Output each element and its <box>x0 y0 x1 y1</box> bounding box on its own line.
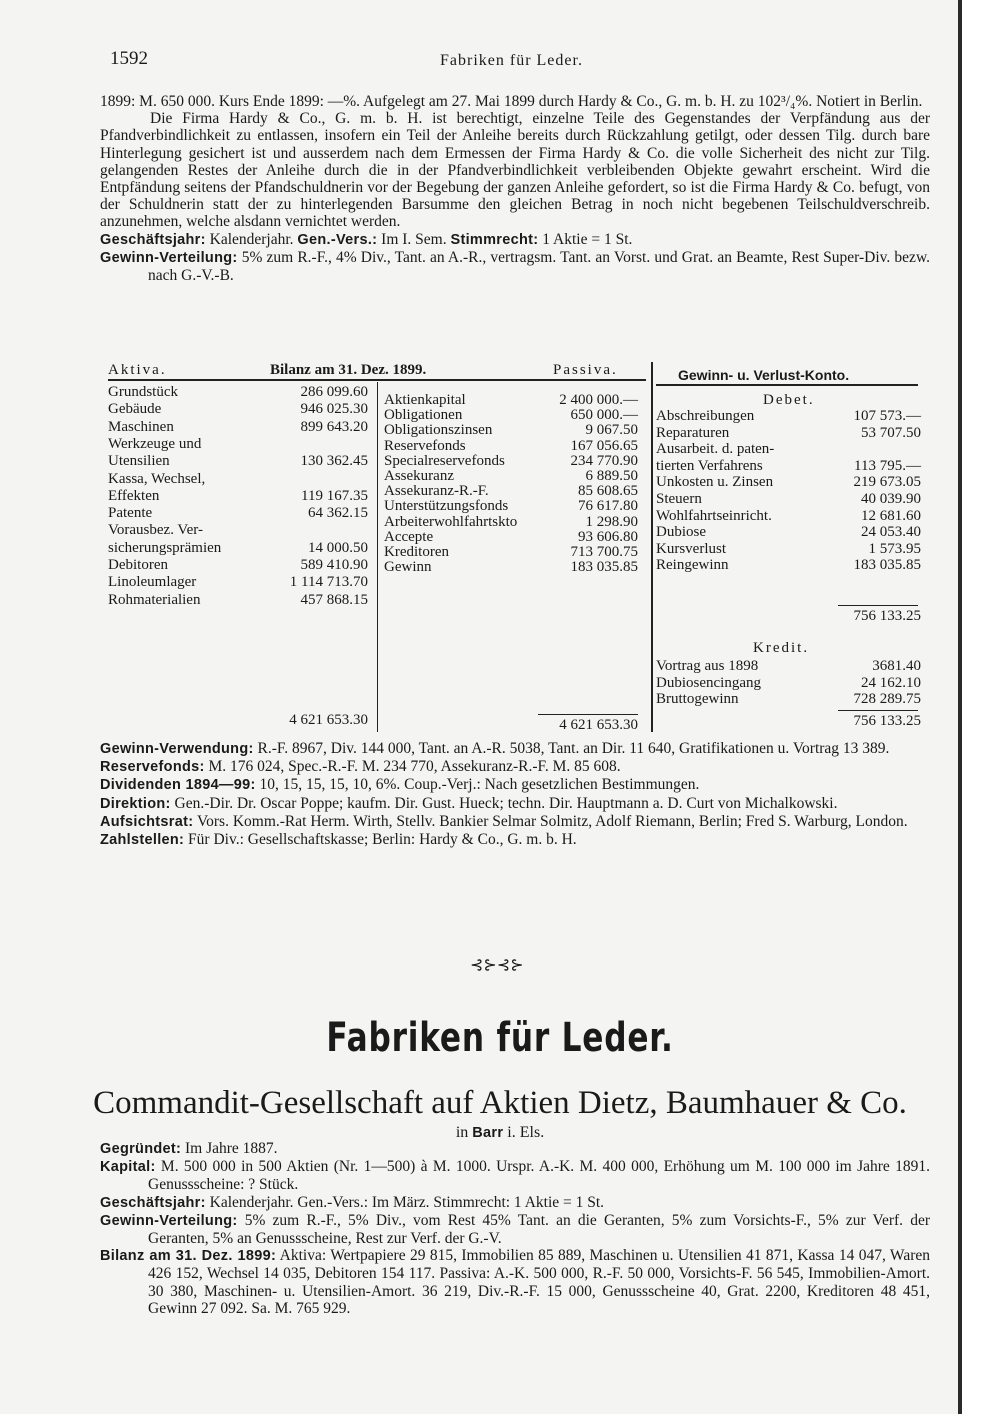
entry-label: Dividenden 1894—99: <box>100 777 256 794</box>
debet-value: 183 035.85 <box>853 557 921 574</box>
entry-text: 10, 15, 15, 15, 10, 6%. Coup.-Verj.: Nach gesetzlichen Bestimmungen. <box>259 776 700 794</box>
debet-value: 107 573.— <box>853 408 921 424</box>
running-head: Fabriken für Leder. <box>440 52 583 69</box>
aktiva-label: Rohmaterialien <box>108 591 201 608</box>
aktiva-value: 14 000.50 <box>308 539 368 556</box>
debet-heading: Debet. <box>763 392 815 408</box>
entry <box>100 758 930 776</box>
entry <box>100 831 930 849</box>
debet-label: Kursverlust <box>656 540 726 557</box>
passiva-value: 2 400 000.— <box>559 392 638 408</box>
column-divider <box>651 362 653 732</box>
page-edge <box>958 0 1000 1414</box>
intro-gw <box>100 249 930 284</box>
passiva-heading: Passiva. <box>553 362 618 378</box>
passiva-value: 713 700.75 <box>570 544 638 560</box>
firm-details <box>100 1140 930 1317</box>
page-number: 1592 <box>110 48 148 69</box>
rule <box>108 379 646 381</box>
aktiva-label: Debitoren <box>108 557 168 573</box>
aktiva-value: 130 362.45 <box>300 453 368 470</box>
kredit-label: Dubiosencingang <box>656 674 761 691</box>
balance-ledger <box>108 362 928 732</box>
city: Barr <box>472 1125 504 1141</box>
ornament-separator: ⊰⊱⊰⊱ <box>470 957 524 974</box>
aktiva-value: 946 025.30 <box>300 401 368 418</box>
kredit-label: Bruttogewinn <box>656 691 739 708</box>
text: 5% zum R.-F., 4% Div., Tant. an A.-R., vertragsm. Tant. an Vorst. und Grat. an Beamte, Rest Super-Div. bezw. nach G.-V.-B. <box>148 248 931 285</box>
entry-label: Geschäftsjahr: <box>100 1194 206 1211</box>
entry <box>100 1212 930 1247</box>
entry-text: M. 500 000 in 500 Aktien (Nr. 1—500) à M. 1000. Urspr. A.-K. M. 400 000, Erhöhung um M. 100 000 im Jahre 1891. Genussscheine: ? Stück. <box>148 1158 931 1194</box>
passiva-label: Arbeiterwohlfahrtskto <box>384 513 518 530</box>
passiva-value: 85 608.65 <box>578 483 638 500</box>
debet-value: 40 039.90 <box>861 491 921 507</box>
passiva-label: Kreditoren <box>384 544 449 560</box>
aktiva-total: 4 621 653.30 <box>289 712 368 728</box>
passiva-value: 76 617.80 <box>578 498 638 515</box>
text: 1 Aktie = 1 St. <box>542 230 633 248</box>
aktiva-label: Gebäude <box>108 401 162 418</box>
debet-label: Abschreibungen <box>656 408 755 424</box>
intro-line: 1899: M. 650 000. Kurs Ende 1899: —%. Aufgelegt am 27. Mai 1899 durch Hardy & Co., G. m. b. H. zu 102³/₄%. Notiert in Berlin. <box>100 93 923 110</box>
passiva-value: 93 606.80 <box>578 528 638 545</box>
passiva-value: 6 889.50 <box>585 468 638 484</box>
entry-text: 5% zum R.-F., 5% Div., vom Rest 45% Tant. an die Geranten, 5% zum Vorsichts-F., 5% zur Verf. der Geranten, 5% an Genussscheine, Rest zur Verf. der G.-V. <box>148 1211 931 1248</box>
aktiva-label: Werkzeuge und <box>108 435 202 452</box>
entry <box>100 1158 930 1193</box>
passiva-label: Gewinn <box>384 559 432 576</box>
entry-label: Gewinn-Verteilung: <box>100 1212 238 1229</box>
kredit-value: 3681.40 <box>872 658 921 674</box>
debet-label: Unkosten u. Zinsen <box>656 474 774 491</box>
debet-value: 53 707.50 <box>861 424 921 441</box>
passiva-label: Specialreservefonds <box>384 452 505 469</box>
entry <box>100 795 930 813</box>
passiva-value: 650 000.— <box>570 407 638 424</box>
intro-block <box>100 93 930 284</box>
label: Gewinn-Verteilung: <box>100 249 238 266</box>
entry <box>100 776 930 794</box>
debet-value: 1 573.95 <box>868 540 921 557</box>
aktiva-value: 64 362.15 <box>308 505 368 522</box>
debet-label: Reparaturen <box>656 424 730 441</box>
passiva-value: 167 056.65 <box>570 437 638 454</box>
aktiva-label: Vorausbez. Ver- <box>108 522 203 539</box>
kredit-heading: Kredit. <box>753 640 810 656</box>
debet-label: Ausarbeit. d. paten- <box>656 441 775 458</box>
entry-text: Kalenderjahr. Gen.-Vers.: Im März. Stimmrecht: 1 Aktie = 1 St. <box>209 1193 605 1211</box>
intro-paragraph: Die Firma Hardy & Co., G. m. b. H. ist berechtigt, einzelne Teile des Gegenstandes der Verpfändung aus der Pfandverbindlichkeit zu entlassen, insofern ein Teil der Anleihe bereits durch Rückzahlung getilgt, oder dessen Tilg. durch bare Hinterlegung gesichert ist und ausserdem nach dem Ermessen der Firma Hardy & Co. die volle Sicherheit des nicht zur Tilg. gelangenden Restes der Anleihe durch die in der Pfandverbindlichkeit verbleibenden Objekte gewahrt erscheint. Wird die Entpfändung seitens der Pfandschuldnerin vor der Begebung der ganzen Anleihe gefordert, so ist die Firma Hardy & Co. befugt, von der Schuldnerin statt der zu hinterlegenden Barsumme den gleichen Betrag in noch nicht begebenen Teilschuldverschreib. anzunehmen, welche alsdann vernichtet werden. <box>100 110 930 231</box>
passiva-label: Accepte <box>384 528 434 545</box>
label: Gen.-Vers.: <box>297 231 378 248</box>
entry <box>100 1140 930 1158</box>
aktiva-value: 899 643.20 <box>300 418 368 435</box>
passiva-value: 1 298.90 <box>585 513 638 530</box>
entry-text: Für Div.: Gesellschaftskasse; Berlin: Hardy & Co., G. m. b. H. <box>188 831 577 849</box>
passiva-label: Obligationen <box>384 407 463 424</box>
passiva-label: Aktienkapital <box>384 392 466 408</box>
after-block <box>100 740 930 849</box>
passiva-label: Obligationszinsen <box>384 422 493 439</box>
debet-total: 756 133.25 <box>853 608 921 624</box>
kredit-value: 24 162.10 <box>861 674 921 691</box>
entry-text: R.-F. 8967, Div. 144 000, Tant. an A.-R. 5038, Tant. an Dir. 11 640, Gratifikationen u. Vortrag 13 389. <box>257 740 890 757</box>
entry-label: Gewinn-Verwendung: <box>100 741 254 757</box>
aktiva-value: 286 099.60 <box>300 384 368 400</box>
passiva-total: 4 621 653.30 <box>559 717 638 733</box>
passiva-value: 9 067.50 <box>585 422 638 439</box>
passiva-value: 183 035.85 <box>570 559 638 576</box>
debet-label: Wohlfahrtseinricht. <box>656 507 772 524</box>
aktiva-value: 119 167.35 <box>301 487 368 504</box>
aktiva-label: Grundstück <box>108 384 178 400</box>
entry <box>100 1194 930 1212</box>
debet-label: tierten Verfahrens <box>656 457 763 474</box>
rule <box>838 710 918 711</box>
entry <box>100 1247 930 1317</box>
kredit-value: 728 289.75 <box>853 691 921 708</box>
aktiva-value: 457 868.15 <box>300 591 368 608</box>
debet-value: 12 681.60 <box>861 507 921 524</box>
passiva-label: Reservefonds <box>384 437 466 454</box>
entry-text: Vors. Komm.-Rat Herm. Wirth, Stellv. Bankier Selmar Solmitz, Adolf Riemann, Berlin; Fred S. Warburg, London. <box>196 812 908 830</box>
aktiva-label: Linoleumlager <box>108 574 197 591</box>
passiva-label: Assekuranz-R.-F. <box>384 483 489 500</box>
text: Im I. Sem. <box>381 230 447 248</box>
entry-label: Gegründet: <box>100 1141 182 1157</box>
text: i. Els. <box>507 1124 545 1141</box>
entry-text: M. 176 024, Spec.-R.-F. M. 234 770, Assekuranz-R.-F. M. 85 608. <box>208 758 621 776</box>
firm-name: Commandit-Gesellschaft auf Aktien Dietz, Baumhauer & Co. <box>93 1085 907 1121</box>
aktiva-label: Patente <box>108 505 153 522</box>
entry-text: Gen.-Dir. Dr. Oscar Poppe; kaufm. Dir. Gust. Hueck; techn. Dir. Hauptmann a. D. Curt von Michalkowski. <box>174 794 838 812</box>
entry-label: Kapital: <box>100 1159 156 1176</box>
rule <box>656 384 918 386</box>
aktiva-label: Effekten <box>108 487 160 504</box>
debet-value: 219 673.05 <box>853 474 921 491</box>
debet-value: 113 795.— <box>854 457 921 474</box>
column-divider <box>377 382 378 732</box>
label: Stimmrecht: <box>450 231 539 248</box>
entry-label: Zahlstellen: <box>100 832 185 849</box>
rule <box>838 605 918 606</box>
aktiva-heading: Aktiva. <box>108 362 167 378</box>
debet-label: Steuern <box>656 491 702 507</box>
kredit-total: 756 133.25 <box>853 713 921 729</box>
entry-text: Im Jahre 1887. <box>185 1140 278 1157</box>
aktiva-value: 1 114 713.70 <box>289 574 368 591</box>
entry-label: Direktion: <box>100 795 171 812</box>
balance-title: Bilanz am 31. Dez. 1899. <box>270 362 427 378</box>
passiva-label: Assekuranz <box>384 468 454 484</box>
guv-title: Gewinn- u. Verlust-Konto. <box>678 367 850 383</box>
rule <box>538 714 638 715</box>
entry-text: Aktiva: Wertpapiere 29 815, Immobilien 85 889, Maschinen u. Utensilien 41 871, Kassa 14 047, Waren 426 152, Wechsel 14 035, Debitoren 154 117. Passiva: A.-K. 500 000, R.-F. 50 000, Vorsichts-F. 56 545, Immobilien-Amort. 30 380, Maschinen- u. Utensilien-Amort. 36 219, Div.-R.-F. 15 000, Genussscheine 40, Grat. 2200, Kreditoren 48 451, Gewinn 27 092. Sa. M. 765 929. <box>148 1247 930 1317</box>
section-title: Fabriken für Leder. <box>326 1015 674 1061</box>
entry <box>100 740 930 758</box>
aktiva-value: 589 410.90 <box>300 557 368 573</box>
passiva-value: 234 770.90 <box>570 452 638 469</box>
entry <box>100 813 930 831</box>
intro-gj <box>100 231 930 249</box>
debet-label: Reingewinn <box>656 557 729 574</box>
kredit-label: Vortrag aus 1898 <box>656 658 759 674</box>
aktiva-label: sicherungsprämien <box>108 539 222 556</box>
aktiva-label: Kassa, Wechsel, <box>108 470 206 487</box>
text: in <box>455 1124 469 1141</box>
text: Kalenderjahr. <box>209 230 294 248</box>
debet-label: Dubiose <box>656 524 706 541</box>
aktiva-label: Maschinen <box>108 418 174 435</box>
entry-label: Reservefonds: <box>100 759 205 776</box>
entry-label: Aufsichtsrat: <box>100 813 194 830</box>
label: Geschäftsjahr: <box>100 231 206 248</box>
debet-value: 24 053.40 <box>861 524 921 541</box>
passiva-label: Unterstützungsfonds <box>384 498 509 515</box>
aktiva-label: Utensilien <box>108 453 170 470</box>
entry-label: Bilanz am 31. Dez. 1899: <box>100 1248 277 1265</box>
